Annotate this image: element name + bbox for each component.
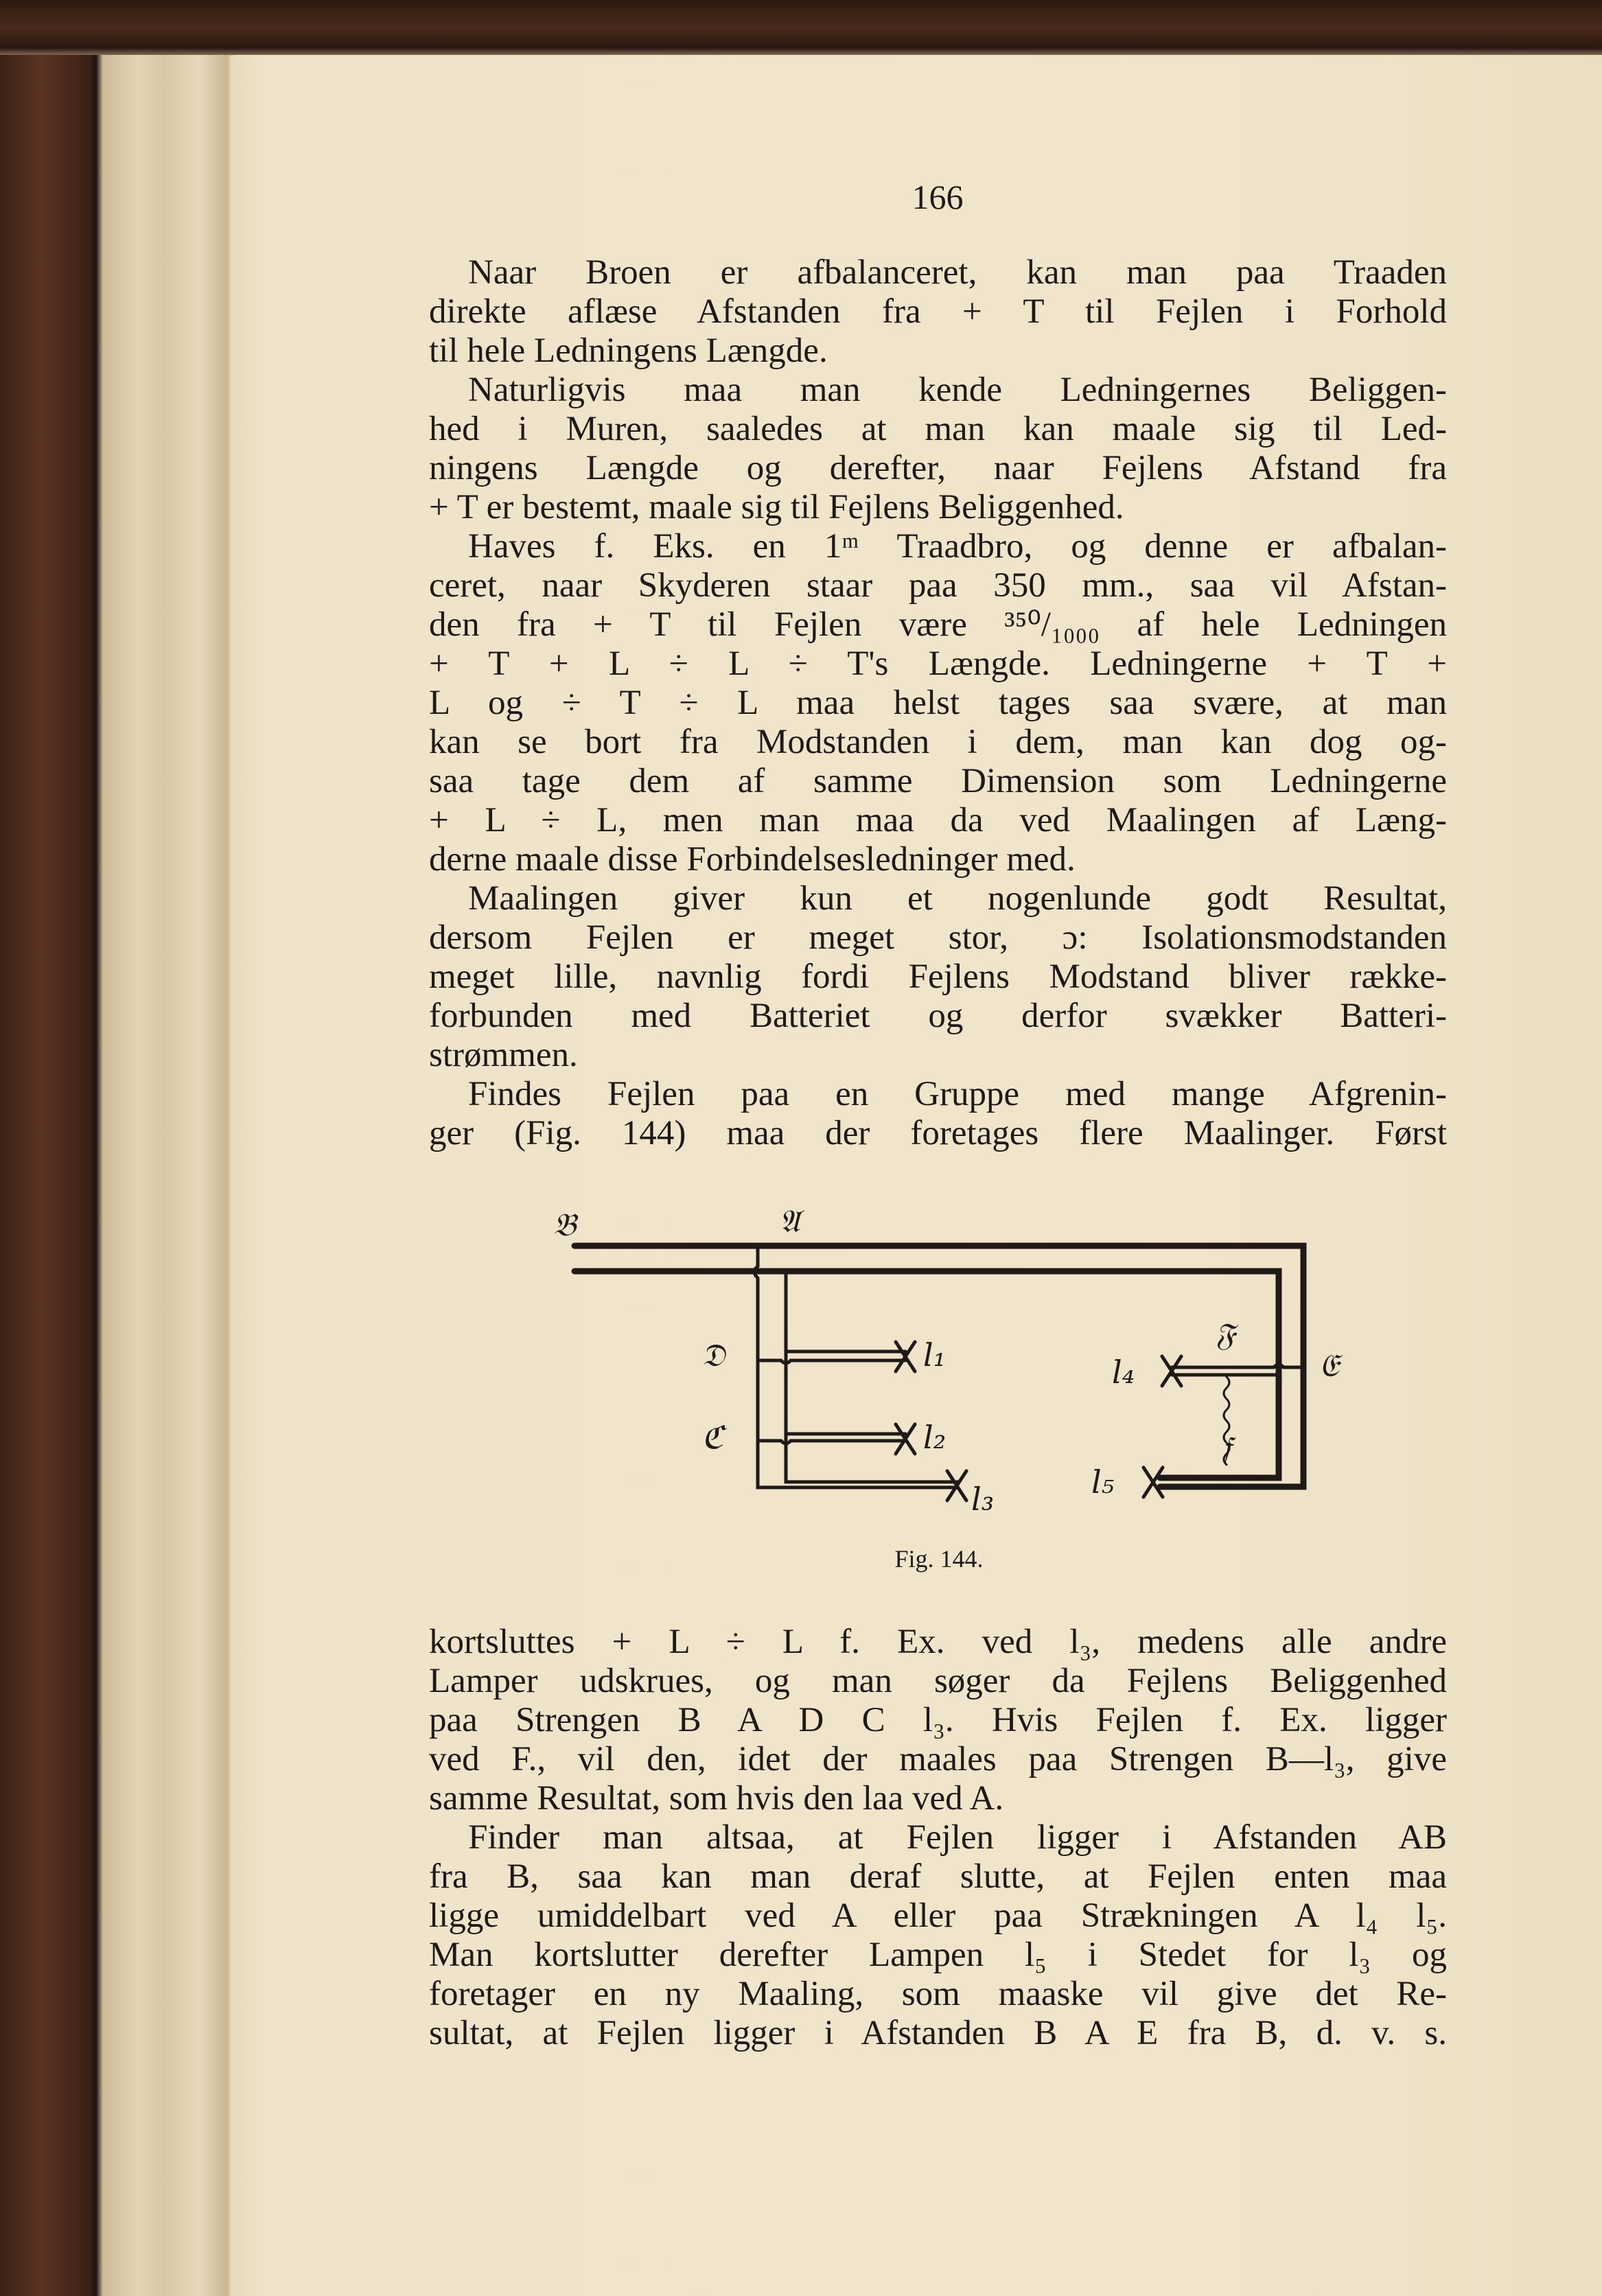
text-line: til hele Ledningens Længde.	[429, 332, 828, 370]
text-line: kan se bort fra Modstanden i dem, man kan dog og-	[429, 723, 1447, 761]
text-line: + L ÷ L, men man maa da ved Maalingen af Læng-	[429, 801, 1447, 839]
text-line: samme Resultat, som hvis den laa ved A.	[429, 1779, 1004, 1818]
text-line: ningens Længde og derefter, naar Fejlens Afstand fra	[429, 449, 1447, 487]
text-line: Lamper udskrues, og man søger da Fejlens Beliggenhed	[429, 1662, 1447, 1700]
label-l2: l₂	[923, 1419, 947, 1456]
text-line: derne maale disse Forbindelsesledninger med.	[429, 840, 1076, 879]
text-line: meget lille, navnlig fordi Fejlens Modstand bliver række-	[429, 958, 1447, 996]
text-line: ger (Fig. 144) maa der foretages flere Maalinger. Først	[429, 1114, 1447, 1152]
label-A: 𝔄	[779, 1203, 800, 1240]
label-l3: l₃	[971, 1481, 995, 1518]
text-line: foretager en ny Maaling, som maaske vil give det Re-	[429, 1975, 1447, 2013]
label-l4: l₄	[1112, 1354, 1135, 1391]
text-line: + T + L ÷ L ÷ T's Længde. Ledningerne + T +	[429, 645, 1447, 683]
book-cover-top	[0, 0, 1602, 55]
label-f: 𝔣	[1222, 1429, 1231, 1466]
text-line: ceret, naar Skyderen staar paa 350 mm., saa vil Afstan-	[429, 566, 1447, 605]
text-line: Haves f. Eks. en 1ᵐ Traadbro, og denne er afbalan-	[468, 527, 1447, 566]
text-line: fra B, saa kan man deraf slutte, at Fejlen enten maa	[429, 1857, 1447, 1896]
text-line: den fra + T til Fejlen være ³⁵⁰/₁₀₀₀ af hele Ledningen	[429, 605, 1447, 644]
text-line: ligge umiddelbart ved A eller paa Strækningen A l₄ l₅.	[429, 1897, 1447, 1935]
text-line: kortsluttes + L ÷ L f. Ex. ved l₃, medens alle andre	[429, 1623, 1447, 1661]
label-D: 𝔇	[701, 1336, 725, 1373]
text-line: dersom Fejlen er meget stor, ɔ: Isolationsmodstanden	[429, 918, 1447, 957]
text-line: paa Strengen B A D C l₃. Hvis Fejlen f. Ex. ligger	[429, 1701, 1447, 1739]
text-line: forbunden med Batteriet og derfor svækker Batteri-	[429, 997, 1447, 1035]
text-line: hed i Muren, saaledes at man kan maale sig til Led-	[429, 410, 1447, 448]
label-E: 𝔈	[1319, 1347, 1339, 1384]
text-line: sultat, at Fejlen ligger i Afstanden B A E fra B, d. v. s.	[429, 2014, 1447, 2052]
text-line: saa tage dem af samme Dimension som Ledningerne	[429, 762, 1447, 800]
page-number: 166	[912, 178, 964, 216]
text-line: Finder man altsaa, at Fejlen ligger i Afstanden AB	[468, 1818, 1447, 1857]
text-line: ved F., vil den, idet der maales paa Strengen B—l₃, give	[429, 1740, 1447, 1778]
label-l5: l₅	[1091, 1463, 1115, 1500]
label-B: 𝔅	[553, 1206, 577, 1243]
text-block-upper	[429, 253, 1447, 1153]
label-C: ℭ	[701, 1419, 724, 1456]
text-line: Man kortslutter derefter Lampen l₅ i Stedet for l₃ og	[429, 1936, 1447, 1974]
label-l1: l₁	[923, 1336, 947, 1373]
text-line: Naar Broen er afbalanceret, kan man paa Traaden	[468, 253, 1447, 292]
text-block-lower	[429, 1623, 1447, 2053]
text-line: + T er bestemt, maale sig til Fejlens Beliggenhed.	[429, 488, 1124, 526]
text-line: direkte aflæse Afstanden fra + T til Fejlen i Forhold	[429, 292, 1447, 331]
text-line: Maalingen giver kun et nogenlunde godt Resultat,	[468, 879, 1447, 918]
text-line: Naturligvis maa man kende Ledningernes Beliggen-	[468, 371, 1447, 409]
text-line: L og ÷ T ÷ L maa helst tages saa svære, at man	[429, 684, 1447, 722]
label-F: 𝔉	[1215, 1316, 1235, 1353]
figure-caption: Fig. 144.	[894, 1545, 984, 1573]
text-line: strømmen.	[429, 1036, 578, 1074]
text-line: Findes Fejlen paa en Gruppe med mange Afgrenin-	[468, 1075, 1447, 1113]
